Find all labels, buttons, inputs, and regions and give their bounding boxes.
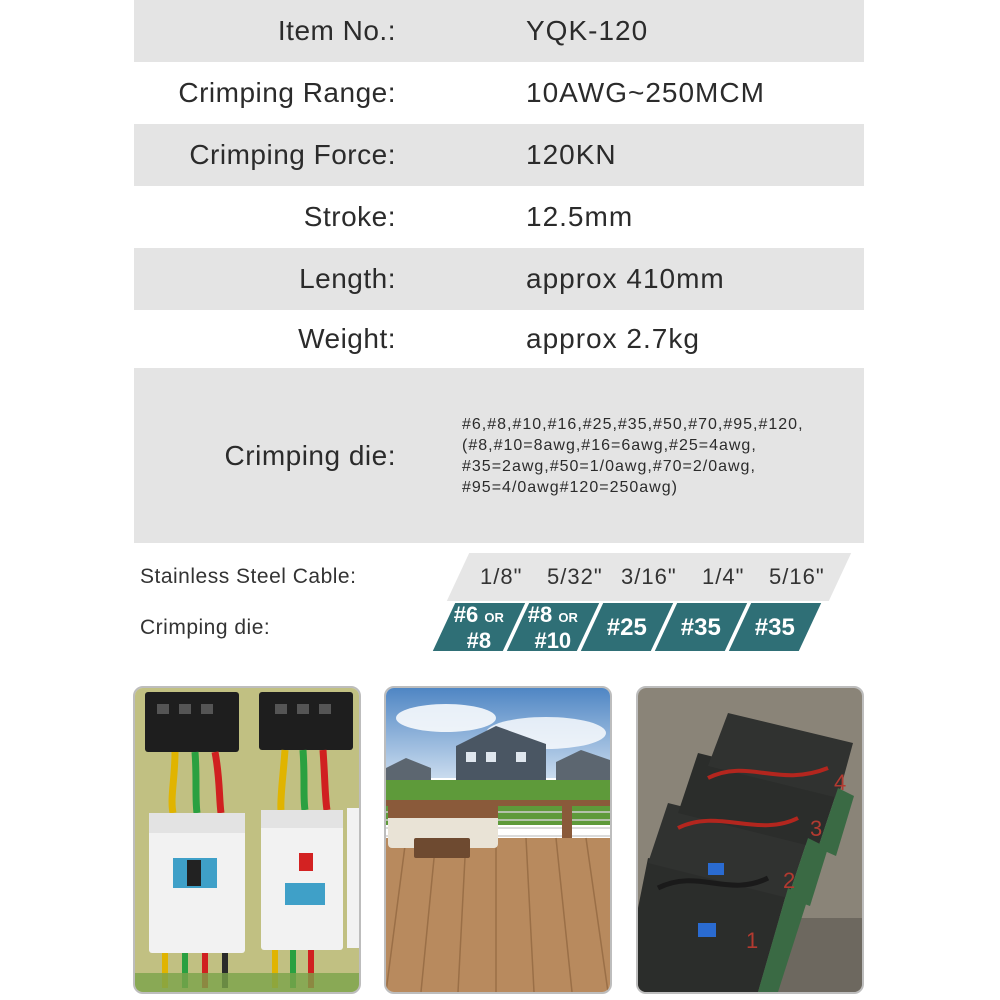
spec-row-crimping-range (134, 62, 864, 124)
cable-die-table (0, 545, 1000, 670)
spec-value: 10AWG~250MCM (526, 77, 765, 108)
spec-value: approx 410mm (526, 263, 725, 294)
cable-label: Stainless Steel Cable: (140, 565, 357, 588)
spec-value: #6,#8,#10,#16,#25,#35,#50,#70,#95,#120, (#8,#10=8awg,#16=6awg,#25=4awg, #35=2awg,#50=1/0awg,#70=2/0awg, #95=4/0awg#120=250awg) (462, 415, 804, 496)
battery-bank-photo (636, 686, 864, 994)
cable-size: 1/8" (479, 564, 523, 589)
spec-row-length (134, 248, 864, 310)
spec-label: Length: (299, 263, 396, 294)
die-label: Crimping die: (140, 616, 271, 639)
electrical-panel-photo (133, 686, 361, 994)
electrical-panel-illustration (135, 688, 359, 992)
spec-value: approx 2.7kg (526, 323, 700, 354)
spec-row-stroke (134, 186, 864, 248)
spec-label: Stroke: (303, 201, 396, 232)
spec-value: YQK-120 (526, 15, 649, 46)
battery-illustration (638, 688, 862, 992)
spec-label: Item No.: (277, 15, 396, 46)
spec-value: 12.5mm (526, 201, 634, 232)
spec-label: Weight: (298, 323, 396, 354)
die-value: #35 (754, 613, 796, 641)
die-value: #25 (606, 613, 648, 641)
die-value: #35 (680, 613, 722, 641)
spec-value: 120KN (526, 139, 617, 170)
spec-row-crimping-force (134, 124, 864, 186)
spec-label: Crimping Force: (189, 139, 396, 170)
cable-size: 5/32" (547, 564, 603, 589)
deck-cable-railing-photo (384, 686, 612, 994)
battery-number: 3 (810, 816, 823, 841)
cable-size: 3/16" (621, 564, 677, 589)
spec-label: Crimping Range: (178, 77, 396, 108)
spec-label: Crimping die: (224, 439, 396, 471)
cable-size: 1/4" (701, 564, 745, 589)
battery-number: 4 (834, 770, 847, 795)
battery-number: 1 (746, 928, 759, 953)
die-value: #8 OR #10 (527, 601, 579, 653)
deck-illustration (386, 688, 610, 992)
spec-row-crimping-die (134, 368, 864, 543)
spec-row-weight (134, 310, 864, 368)
battery-number: 2 (783, 868, 796, 893)
die-value: #6 OR #8 (453, 601, 505, 653)
spec-table (134, 0, 864, 543)
spec-row-item-no (134, 0, 864, 62)
cable-size: 5/16" (769, 564, 825, 589)
